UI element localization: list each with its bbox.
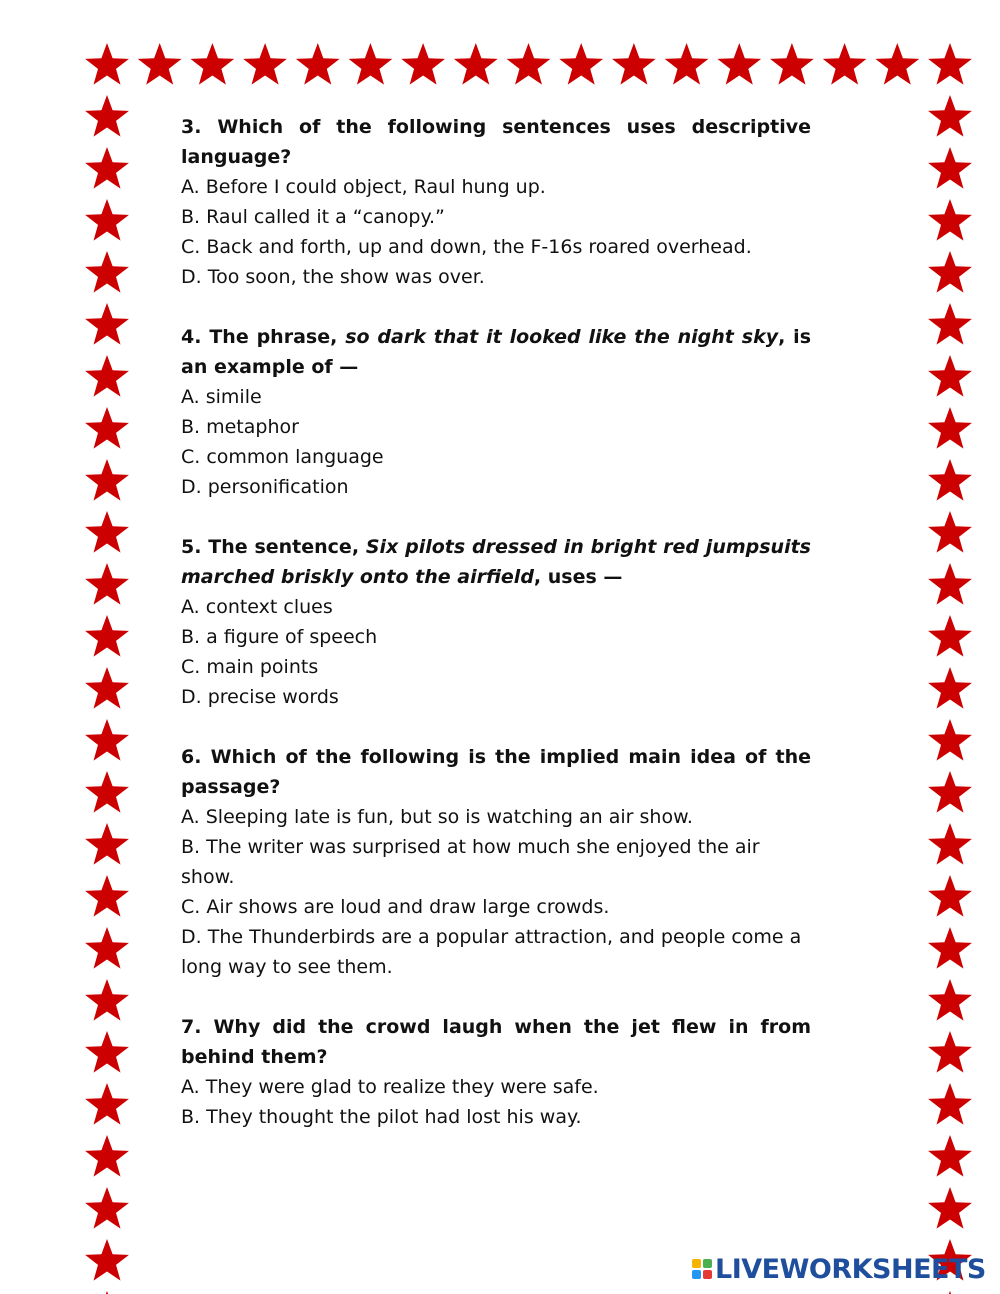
question-stem — [181, 1012, 811, 1072]
border-star — [454, 43, 498, 85]
questions-container — [181, 112, 811, 1162]
question-block — [181, 112, 811, 292]
border-star — [85, 1187, 129, 1229]
question-block — [181, 322, 811, 502]
question-number: 5. — [181, 536, 202, 558]
border-star — [243, 43, 287, 85]
border-star — [928, 927, 972, 969]
border-star — [928, 1135, 972, 1177]
border-star — [85, 979, 129, 1021]
border-star — [85, 511, 129, 553]
question-stem — [181, 322, 811, 382]
border-star — [612, 43, 656, 85]
question-text: The sentence, — [201, 536, 366, 558]
border-star — [665, 43, 709, 85]
liveworksheets-logo-icon — [692, 1259, 712, 1279]
question-text: , is an example of — — [181, 326, 812, 378]
border-star — [85, 459, 129, 501]
border-star — [85, 823, 129, 865]
answer-option: C. Air shows are loud and draw large crowds. — [181, 896, 610, 918]
border-star — [928, 719, 972, 761]
border-star — [85, 927, 129, 969]
question-number: 4. — [181, 326, 202, 348]
question-block — [181, 532, 811, 712]
answer-option: D. The Thunderbirds are a popular attraction, and people come a long way to see them. — [181, 926, 802, 978]
answer-option: B. They thought the pilot had lost his way. — [181, 1106, 582, 1128]
border-star — [928, 667, 972, 709]
answer-option: A. Before I could object, Raul hung up. — [181, 176, 546, 198]
border-star — [875, 43, 919, 85]
question-number: 7. — [181, 1016, 202, 1038]
question-stem — [181, 112, 811, 172]
question-number: 3. — [181, 116, 202, 138]
border-star — [85, 43, 129, 85]
answer-option: D. Too soon, the show was over. — [181, 266, 485, 288]
question-text: , uses — — [533, 566, 623, 588]
border-star — [928, 355, 972, 397]
border-star — [717, 43, 761, 85]
border-star — [85, 1031, 129, 1073]
border-star — [85, 303, 129, 345]
border-star — [85, 563, 129, 605]
border-star — [191, 43, 235, 85]
answer-option: C. main points — [181, 656, 319, 678]
answer-option: B. The writer was surprised at how much she enjoyed the air show. — [181, 836, 760, 888]
border-star — [85, 355, 129, 397]
question-block — [181, 742, 811, 982]
border-star — [85, 1135, 129, 1177]
border-star — [928, 875, 972, 917]
question-stem — [181, 742, 811, 802]
border-star — [85, 95, 129, 137]
border-star — [401, 43, 445, 85]
question-text: The phrase, — [201, 326, 346, 348]
liveworksheets-logo — [692, 1254, 986, 1284]
logo-text: LIVEWORKSHEETS — [715, 1253, 986, 1285]
question-text: Why did the crowd laugh when the jet flew in from behind them? — [181, 1016, 811, 1068]
border-star — [823, 43, 867, 85]
question-text: Which of the following is the implied main idea of the passage? — [181, 746, 811, 798]
answer-option: B. a figure of speech — [181, 626, 378, 648]
border-star — [349, 43, 393, 85]
quoted-phrase: so dark that it looked like the night sky — [345, 326, 779, 348]
question-text: Which of the following sentences uses descriptive language? — [181, 116, 811, 168]
border-star — [770, 43, 814, 85]
border-star — [85, 719, 129, 761]
border-star — [928, 511, 972, 553]
border-star — [296, 43, 340, 85]
border-star — [928, 407, 972, 449]
answer-option: A. Sleeping late is fun, but so is watching an air show. — [181, 806, 693, 828]
border-star — [85, 615, 129, 657]
answer-option: B. Raul called it a “canopy.” — [181, 206, 445, 228]
border-star — [928, 251, 972, 293]
border-star — [928, 43, 972, 85]
answer-option: D. precise words — [181, 686, 339, 708]
border-star — [85, 407, 129, 449]
question-number: 6. — [181, 746, 202, 768]
border-star — [928, 1031, 972, 1073]
border-star — [85, 199, 129, 241]
answer-option: A. context clues — [181, 596, 333, 618]
border-star — [928, 303, 972, 345]
question-block — [181, 1012, 811, 1132]
answer-option: C. Back and forth, up and down, the F-16s roared overhead. — [181, 236, 752, 258]
border-star — [928, 1187, 972, 1229]
answer-option: D. personification — [181, 476, 349, 498]
border-star — [928, 979, 972, 1021]
border-star — [85, 1239, 129, 1281]
border-star — [85, 667, 129, 709]
border-star — [85, 875, 129, 917]
answer-option: A. simile — [181, 386, 262, 408]
question-stem — [181, 532, 811, 592]
border-star — [928, 95, 972, 137]
border-star — [138, 43, 182, 85]
border-star — [928, 459, 972, 501]
quoted-phrase: Six pilots dressed in bright red jumpsuits marched briskly onto the airfield — [181, 536, 811, 588]
border-star — [928, 199, 972, 241]
border-star — [928, 771, 972, 813]
border-star — [85, 251, 129, 293]
border-star — [928, 147, 972, 189]
border-star — [928, 1083, 972, 1125]
border-star — [85, 771, 129, 813]
answer-option: C. common language — [181, 446, 384, 468]
border-star — [85, 147, 129, 189]
border-star — [559, 43, 603, 85]
border-star — [928, 823, 972, 865]
answer-option: B. metaphor — [181, 416, 299, 438]
answer-option: A. They were glad to realize they were safe. — [181, 1076, 599, 1098]
border-star — [85, 1083, 129, 1125]
border-star — [507, 43, 551, 85]
border-star — [928, 563, 972, 605]
border-star — [928, 615, 972, 657]
